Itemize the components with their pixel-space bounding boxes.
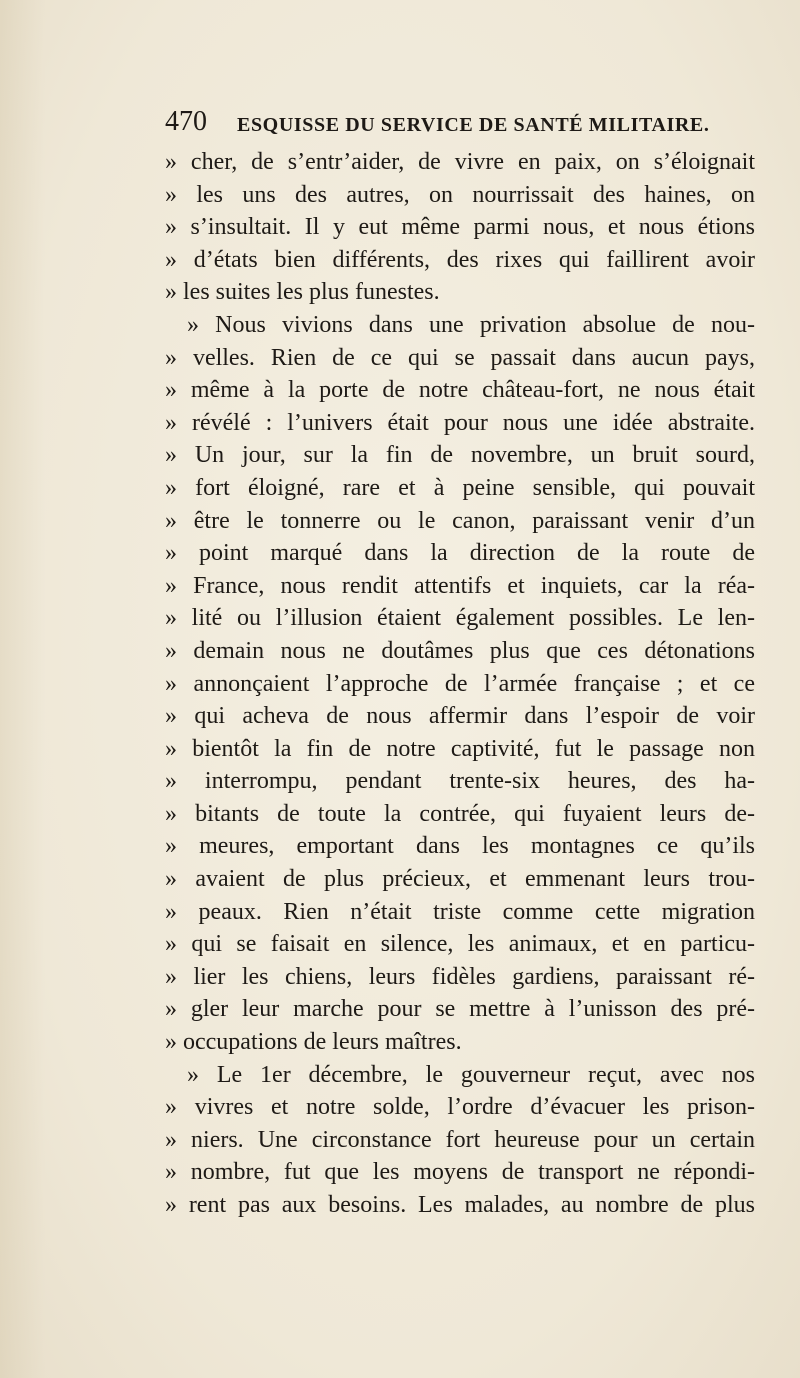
text-line: » être le tonnerre ou le canon, paraissant venir d’un: [165, 507, 755, 534]
text-line: » les uns des autres, on nourrissait des haines, on: [165, 181, 755, 208]
text-line: » nombre, fut que les moyens de transport ne répondi-: [165, 1159, 755, 1186]
text-line: » meures, emportant dans les montagnes ce qu’ils: [165, 833, 755, 860]
text-line: » lité ou l’illusion étaient également possibles. Le len-: [165, 605, 755, 632]
text-line: » s’insultait. Il y eut même parmi nous, et nous étions: [165, 214, 755, 241]
page-edge-shadow: [0, 0, 45, 1378]
page-number: 470: [165, 106, 207, 137]
text-line: » annonçaient l’approche de l’armée française ; et ce: [165, 670, 755, 697]
text-line: » cher, de s’entr’aider, de vivre en paix, on s’éloignait: [165, 149, 755, 175]
text-line: » avaient de plus précieux, et emmenant leurs trou-: [165, 866, 755, 893]
text-line: » Nous vivions dans une privation absolue de nou-: [187, 311, 755, 338]
body-text: [165, 146, 755, 1222]
text-line: » niers. Une circonstance fort heureuse pour un certain: [165, 1126, 755, 1153]
text-line: » interrompu, pendant trente-six heures, des ha-: [165, 768, 755, 795]
text-line: » les suites les plus funestes.: [165, 279, 440, 306]
text-line: » France, nous rendit attentifs et inquiets, car la réa-: [165, 572, 755, 599]
text-line: » qui se faisait en silence, les animaux, et en particu-: [165, 931, 755, 958]
text-line: » demain nous ne doutâmes plus que ces détonations: [165, 637, 755, 664]
text-line: » vivres et notre solde, l’ordre d’évacuer les prison-: [165, 1094, 755, 1121]
text-line: » qui acheva de nous affermir dans l’espoir de voir: [165, 703, 755, 730]
running-title: ESQUISSE DU SERVICE DE SANTÉ MILITAIRE.: [237, 114, 710, 136]
text-line: » même à la porte de notre château-fort, ne nous était: [165, 377, 755, 404]
text-line: » peaux. Rien n’était triste comme cette migration: [165, 898, 755, 925]
running-head: [165, 106, 710, 140]
text-line: » bitants de toute la contrée, qui fuyaient leurs de-: [165, 800, 755, 827]
text-line: » bientôt la fin de notre captivité, fut le passage non: [165, 735, 755, 762]
text-line: » révélé : l’univers était pour nous une idée abstraite.: [165, 409, 755, 436]
text-line: » point marqué dans la direction de la route de: [165, 540, 755, 567]
text-line: » d’états bien différents, des rixes qui faillirent avoir: [165, 246, 755, 273]
text-line: » lier les chiens, leurs fidèles gardiens, paraissant ré-: [165, 963, 755, 990]
text-line: » gler leur marche pour se mettre à l’unisson des pré-: [165, 996, 755, 1023]
text-line: » fort éloigné, rare et à peine sensible, qui pouvait: [165, 474, 755, 501]
text-line: » rent pas aux besoins. Les malades, au nombre de plus: [165, 1192, 755, 1218]
text-line: » occupations de leurs maîtres.: [165, 1029, 462, 1056]
text-line: » Un jour, sur la fin de novembre, un bruit sourd,: [165, 442, 755, 469]
text-line: » velles. Rien de ce qui se passait dans aucun pays,: [165, 344, 755, 371]
text-line: » Le 1er décembre, le gouverneur reçut, avec nos: [187, 1061, 755, 1088]
